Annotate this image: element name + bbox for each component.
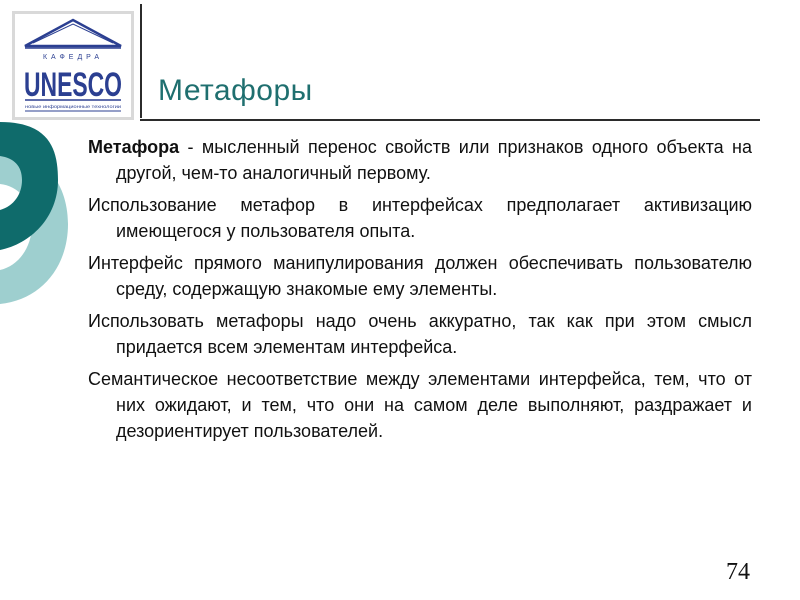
- page-number: 74: [726, 559, 750, 585]
- term-label: Метафора: [88, 137, 180, 157]
- slide-title: Метафоры: [158, 74, 313, 107]
- title-underline: [140, 119, 760, 121]
- paragraph-1: [88, 134, 752, 186]
- slide-body: [88, 134, 752, 450]
- unesco-logo: [12, 11, 134, 120]
- logo-main-text: UNESCO: [24, 66, 123, 104]
- paragraph-3: Интерфейс прямого манипулирования должен обеспечивать пользователю среду, содержащую знакомые ему элементы.: [88, 253, 752, 299]
- vertical-divider: [140, 4, 142, 118]
- paragraph-2: Использование метафор в интерфейсах предполагает активизацию имеющегося у пользователя опыта.: [88, 195, 752, 241]
- logo-top-text: КАФЕДРА: [42, 54, 104, 61]
- paragraph-5: Семантическое несоответствие между элементами интерфейса, тем, что от них ожидают, и тем, что они на самом деле выполняют, раздражает и дезориентирует пользователей.: [88, 369, 752, 441]
- paragraph-4: Использовать метафоры надо очень аккуратно, так как при этом смысл придается всем элементам интерфейса.: [88, 311, 752, 357]
- logo-bottom-text: новые информационные технологии: [25, 104, 122, 109]
- paragraph-text: - мысленный перенос свойств или признаков одного объекта на другой, чем-то аналогичный первому.: [116, 137, 752, 183]
